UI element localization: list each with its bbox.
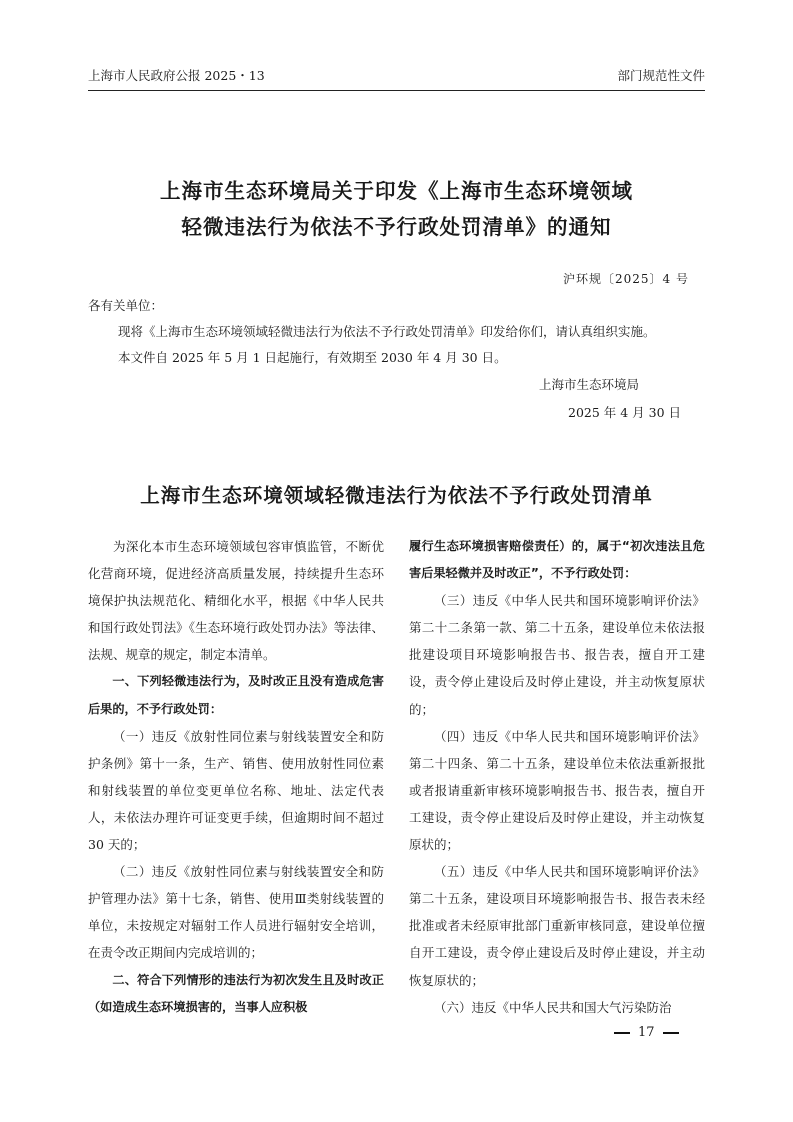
page-number-text: 17 xyxy=(638,1025,655,1040)
section-heading: 二、符合下列情形的违法行为初次发生且及时改正（如造成生态环境损害的，当事人应积极 xyxy=(88,972,384,1014)
left-column xyxy=(88,533,384,1021)
section-heading-continued: 履行生态环境损害赔偿责任）的，属于“初次违法且危害后果轻微并及时改正”，不予行政处罚： xyxy=(409,539,705,581)
notice-title-line-1: 上海市生态环境局关于印发《上海市生态环境领域 xyxy=(160,179,633,203)
signature-date: 2025 年 4 月 30 日 xyxy=(568,405,682,420)
dash-decoration xyxy=(663,1032,679,1034)
list-item: （四）违反《中华人民共和国环境影响评价法》第二十四条、第二十五条，建设单位未依法重新报批或者报请重新审核环境影响报告书、报告表，擅自开工建设，责令停止建设后及时停止建设，并主动恢复原状的； xyxy=(409,728,705,853)
right-column xyxy=(409,533,705,1021)
document-number: 沪环规〔2025〕4 号 xyxy=(563,272,689,286)
notice-title xyxy=(88,173,705,245)
list-item: （五）违反《中华人民共和国环境影响评价法》第二十五条，建设项目环境影响报告书、报告表未经批准或者未经原审批部门重新审核同意，建设单位擅自开工建设，责令停止建设后及时停止建设，并主动恢复原状的； xyxy=(409,864,705,988)
list-item: （六）违反《中华人民共和国大气污染防治 xyxy=(434,999,672,1015)
addressee: 各有关单位： xyxy=(88,298,164,313)
dash-decoration xyxy=(614,1032,630,1034)
list-item: （二）违反《放射性同位素与射线装置安全和防护管理办法》第十七条，销售、使用Ⅲ类射线装置的单位，未按规定对辐射工作人员进行辐射安全培训，在责令改正期间内完成培训的； xyxy=(88,864,384,961)
notice-body-line: 现将《上海市生态环境领域轻微违法行为依法不予行政处罚清单》印发给你们，请认真组织实施。 xyxy=(118,324,656,339)
page-number xyxy=(606,1025,687,1040)
signature-organization: 上海市生态环境局 xyxy=(539,377,640,392)
section-heading: 一、下列轻微违法行为，及时改正且没有造成危害后果的，不予行政处罚： xyxy=(88,674,384,716)
notice-body-line: 本文件自 2025 年 5 月 1 日起施行，有效期至 2030 年 4 月 30 日。 xyxy=(118,350,507,365)
list-item: （一）违反《放射性同位素与射线装置安全和防护条例》第十一条，生产、销售、使用放射性同位素和射线装置的单位变更单位名称、地址、法定代表人，未依法办理许可证变更手续，但逾期时间不超过 30 天的； xyxy=(88,728,384,853)
section-label: 部门规范性文件 xyxy=(617,68,705,83)
list-item: （三）违反《中华人民共和国环境影响评价法》第二十二条第一款、第二十五条，建设单位未依法报批建设项目环境影响报告书、报告表，擅自开工建设，责令停止建设后及时停止建设，并主动恢复原状的； xyxy=(409,593,705,717)
notice-title-line-2: 轻微违法行为依法不予行政处罚清单》的通知 xyxy=(181,215,612,239)
paragraph: 为深化本市生态环境领域包容审慎监管，不断优化营商环境，促进经济高质量发展，持续提升生态环境保护执法规范化、精细化水平，根据《中华人民共和国行政处罚法》《生态环境行政处罚办法》等法律、法规、规章的规定，制定本清单。 xyxy=(88,539,384,663)
list-title: 上海市生态环境领域轻微违法行为依法不予行政处罚清单 xyxy=(140,484,653,507)
running-header xyxy=(88,68,705,91)
publication-name: 上海市人民政府公报 2025・13 xyxy=(88,68,265,83)
